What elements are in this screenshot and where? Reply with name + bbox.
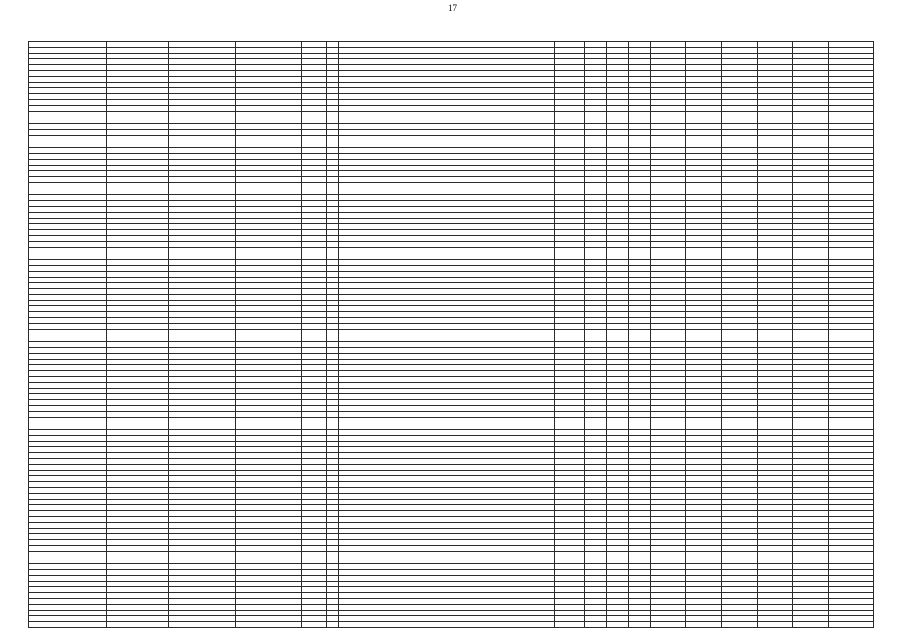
table-cell xyxy=(650,551,686,564)
table-cell xyxy=(106,182,169,195)
table-cell xyxy=(793,135,829,148)
table-cell xyxy=(686,417,722,430)
table-cell xyxy=(650,622,686,628)
table-cell xyxy=(169,329,235,342)
table-cell xyxy=(555,182,584,195)
table-cell xyxy=(721,551,757,564)
table-cell xyxy=(793,622,829,628)
table-cell xyxy=(584,182,606,195)
table-cell xyxy=(106,622,169,628)
table-cell xyxy=(686,551,722,564)
table-cell xyxy=(301,622,326,628)
table-cell xyxy=(235,247,301,260)
table-cell xyxy=(555,622,584,628)
table-cell xyxy=(584,135,606,148)
table-cell xyxy=(301,111,326,124)
table-cell xyxy=(793,247,829,260)
table-cell xyxy=(793,111,829,124)
table-cell xyxy=(29,182,107,195)
table-cell xyxy=(339,551,555,564)
table-cell xyxy=(757,135,793,148)
table-cell xyxy=(106,111,169,124)
table-cell xyxy=(555,247,584,260)
table-cell xyxy=(686,182,722,195)
table-cell xyxy=(29,247,107,260)
table-cell xyxy=(721,622,757,628)
table-row xyxy=(29,111,874,124)
table-cell xyxy=(628,247,650,260)
table-cell xyxy=(628,551,650,564)
table-cell xyxy=(29,111,107,124)
table-cell xyxy=(169,111,235,124)
table-cell xyxy=(721,417,757,430)
table-cell xyxy=(757,111,793,124)
table-row xyxy=(29,135,874,148)
table-cell xyxy=(606,111,628,124)
table-cell xyxy=(686,135,722,148)
table-cell xyxy=(555,135,584,148)
table-cell xyxy=(555,417,584,430)
table-cell xyxy=(606,417,628,430)
table-cell xyxy=(628,329,650,342)
table-cell xyxy=(106,135,169,148)
table-cell xyxy=(339,417,555,430)
table-cell xyxy=(686,622,722,628)
table-cell xyxy=(828,551,873,564)
table-cell xyxy=(339,247,555,260)
table-cell xyxy=(169,182,235,195)
table-cell xyxy=(555,111,584,124)
table-cell xyxy=(721,247,757,260)
table-cell xyxy=(339,182,555,195)
table-cell xyxy=(326,329,339,342)
table-cell xyxy=(606,247,628,260)
table-cell xyxy=(606,135,628,148)
table-cell xyxy=(606,622,628,628)
table-cell xyxy=(339,622,555,628)
table-cell xyxy=(757,417,793,430)
table-cell xyxy=(584,417,606,430)
table-cell xyxy=(828,247,873,260)
table-cell xyxy=(555,329,584,342)
table-cell xyxy=(793,182,829,195)
table-cell xyxy=(721,329,757,342)
table-cell xyxy=(757,329,793,342)
table-cell xyxy=(29,329,107,342)
table-cell xyxy=(628,182,650,195)
register-table-body xyxy=(29,42,874,628)
table-row xyxy=(29,417,874,430)
table-cell xyxy=(650,417,686,430)
table-row xyxy=(29,247,874,260)
table-cell xyxy=(301,135,326,148)
table-cell xyxy=(29,622,107,628)
table-cell xyxy=(169,135,235,148)
table-cell xyxy=(326,622,339,628)
table-cell xyxy=(757,551,793,564)
table-cell xyxy=(106,551,169,564)
table-cell xyxy=(169,622,235,628)
table-cell xyxy=(628,135,650,148)
table-cell xyxy=(650,135,686,148)
table-cell xyxy=(721,182,757,195)
table-cell xyxy=(828,622,873,628)
table-cell xyxy=(339,135,555,148)
table-cell xyxy=(169,551,235,564)
table-cell xyxy=(793,551,829,564)
table-cell xyxy=(235,417,301,430)
table-cell xyxy=(650,247,686,260)
table-cell xyxy=(235,551,301,564)
table-cell xyxy=(628,417,650,430)
table-cell xyxy=(757,622,793,628)
register-table-container xyxy=(28,41,874,628)
page-number: 17 xyxy=(448,3,457,13)
table-cell xyxy=(584,622,606,628)
table-cell xyxy=(301,329,326,342)
table-cell xyxy=(628,622,650,628)
table-cell xyxy=(757,247,793,260)
table-cell xyxy=(828,417,873,430)
table-cell xyxy=(686,329,722,342)
table-cell xyxy=(106,247,169,260)
table-cell xyxy=(235,182,301,195)
table-cell xyxy=(650,329,686,342)
table-cell xyxy=(339,111,555,124)
table-row xyxy=(29,329,874,342)
table-cell xyxy=(301,247,326,260)
table-cell xyxy=(326,135,339,148)
table-cell xyxy=(29,135,107,148)
table-cell xyxy=(828,135,873,148)
table-cell xyxy=(235,111,301,124)
table-cell xyxy=(169,417,235,430)
table-cell xyxy=(235,622,301,628)
table-cell xyxy=(686,247,722,260)
table-cell xyxy=(721,135,757,148)
table-cell xyxy=(584,247,606,260)
table-cell xyxy=(339,329,555,342)
table-cell xyxy=(721,111,757,124)
table-cell xyxy=(584,111,606,124)
table-cell xyxy=(301,551,326,564)
table-cell xyxy=(628,111,650,124)
table-cell xyxy=(606,551,628,564)
table-cell xyxy=(235,135,301,148)
table-row xyxy=(29,551,874,564)
table-cell xyxy=(757,182,793,195)
table-cell xyxy=(169,247,235,260)
table-cell xyxy=(828,111,873,124)
table-cell xyxy=(606,182,628,195)
table-cell xyxy=(686,111,722,124)
table-cell xyxy=(606,329,628,342)
table-cell xyxy=(828,182,873,195)
table-cell xyxy=(301,417,326,430)
table-cell xyxy=(584,551,606,564)
table-cell xyxy=(793,329,829,342)
table-cell xyxy=(326,417,339,430)
table-cell xyxy=(650,111,686,124)
table-cell xyxy=(106,329,169,342)
table-row xyxy=(29,622,874,628)
table-cell xyxy=(106,417,169,430)
table-cell xyxy=(326,182,339,195)
table-cell xyxy=(29,417,107,430)
table-cell xyxy=(301,182,326,195)
table-cell xyxy=(793,417,829,430)
table-cell xyxy=(555,551,584,564)
table-cell xyxy=(828,329,873,342)
table-cell xyxy=(29,551,107,564)
table-cell xyxy=(235,329,301,342)
table-cell xyxy=(650,182,686,195)
table-cell xyxy=(326,247,339,260)
register-table xyxy=(28,41,874,628)
table-cell xyxy=(584,329,606,342)
table-row xyxy=(29,182,874,195)
table-cell xyxy=(326,551,339,564)
table-cell xyxy=(326,111,339,124)
